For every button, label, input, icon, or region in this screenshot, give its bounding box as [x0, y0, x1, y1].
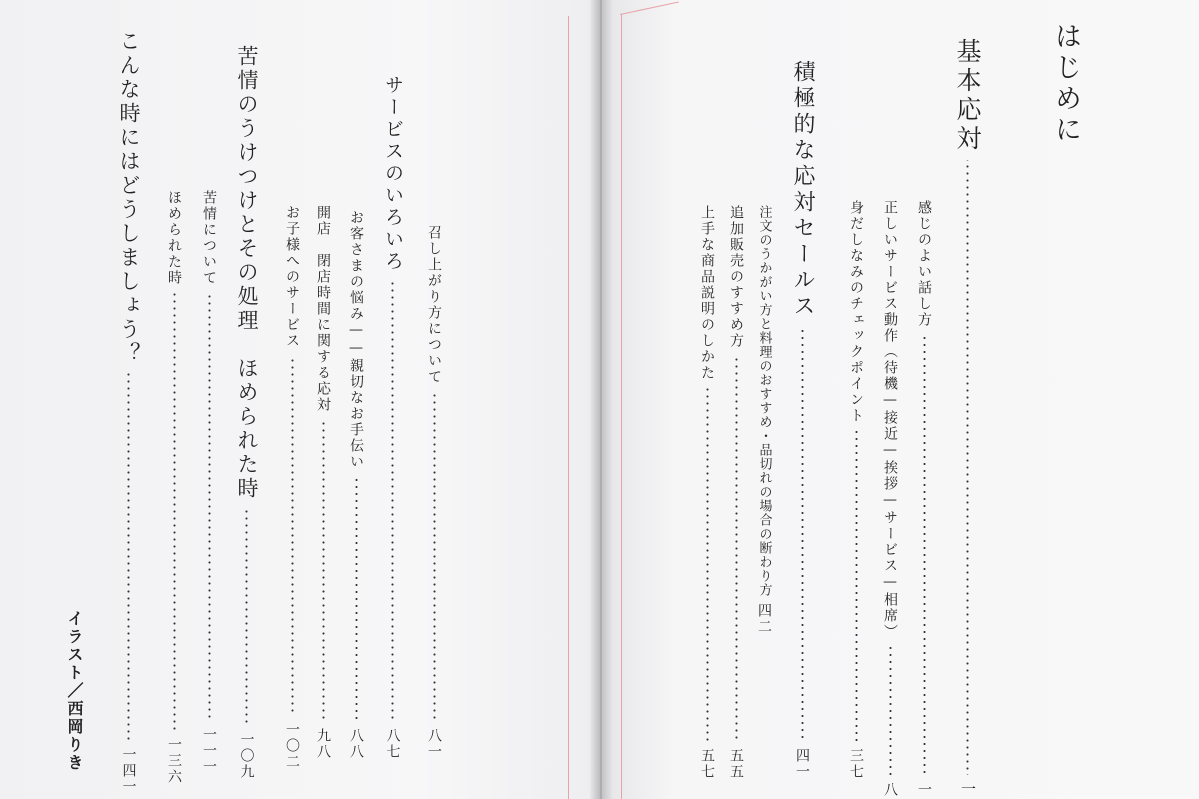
leader-dots: [855, 430, 858, 742]
toc-page-number: 八一: [426, 728, 442, 760]
toc-entry-tsuika: [729, 205, 743, 780]
toc-entry-title: 開店 閉店時間に関する応対: [315, 205, 331, 413]
toc-hajimeni-label: はじめに: [1050, 22, 1081, 146]
toc-entry-title: お客さまの悩み——親切なお手伝い: [348, 210, 364, 470]
toc-entry-title: 追加販売のすすめ方: [728, 205, 744, 349]
toc-entry-title: 苦情のうけつけとその処理 ほめられた時: [235, 45, 259, 501]
toc-entry-meshiagari: [427, 225, 441, 760]
toc-page-number: 四二: [756, 603, 772, 635]
toc-page-number: 一四一: [120, 747, 137, 795]
toc-page-number: 八八: [348, 728, 364, 760]
toc-entry-title: お子様へのサービス: [284, 205, 300, 349]
toc-page-number: 一〇九: [238, 732, 255, 780]
leader-dots: [433, 391, 436, 722]
toc-entry-kanji: [917, 200, 931, 798]
toc-page-number: 三七: [848, 748, 864, 780]
toc-entry-okyaku: [349, 210, 363, 760]
toc-entry-service-iroiro: [383, 75, 402, 760]
leader-dots: [173, 292, 176, 731]
toc-page-number: 五五: [728, 748, 744, 780]
leader-dots: [735, 355, 738, 742]
toc-entry-kaiten: [316, 205, 330, 760]
toc-entry-title: ほめられた時: [166, 190, 182, 286]
toc-entry-title: こんな時にはどうしましょう？: [117, 30, 141, 366]
toc-hajimeni: [1050, 22, 1081, 146]
margin-rule-right: [621, 14, 622, 799]
toc-entry-kujo: [202, 190, 216, 775]
toc-page-number: 八: [882, 782, 898, 798]
left-page: [0, 0, 598, 799]
toc-page-number: 一三六: [166, 737, 182, 785]
toc-entry-title: 苦情について: [201, 190, 217, 286]
toc-entry-title: 召し上がり方について: [426, 225, 442, 385]
toc-page-number: 一: [916, 782, 932, 798]
toc-entry-title: サービスのいろいろ: [382, 75, 404, 273]
leader-dots: [889, 646, 892, 776]
toc-entry-okosama: [285, 205, 299, 770]
toc-entry-title: 注文のうかがい方と料理のおすすめ・品切れの場合の断わり方: [756, 205, 772, 597]
toc-entry-jouzu: [700, 205, 714, 780]
toc-entry-tadashii: [883, 200, 897, 798]
leader-dots: [127, 372, 130, 741]
leader-dots: [391, 279, 394, 722]
right-page: [604, 0, 1199, 799]
leader-dots: [291, 355, 294, 716]
leader-dots: [208, 292, 211, 721]
toc-page-number: 一〇二: [284, 722, 300, 770]
toc-entry-title: 身だしなみのチェックポイント: [848, 200, 864, 424]
margin-rule-left: [568, 16, 569, 799]
toc-entry-sekkyoku: [791, 60, 813, 780]
toc-entry-title: 積極的な応対セールス: [790, 60, 815, 320]
toc-entry-kihon: [955, 38, 980, 798]
toc-entry-homerareta: [167, 190, 181, 785]
toc-entry-midashinami: [849, 200, 863, 780]
leader-dots: [355, 476, 358, 722]
toc-page-number: 四一: [794, 748, 810, 780]
toc-page-number: 九八: [315, 728, 331, 760]
book-gutter: [590, 0, 612, 799]
illustration-credit-text: イラスト／西岡りき: [65, 610, 84, 772]
toc-entry-konna: [118, 30, 139, 795]
leader-dots: [322, 419, 325, 722]
toc-page-number: 五七: [699, 748, 715, 780]
leader-dots: [966, 160, 969, 775]
toc-entry-chumon: [757, 205, 771, 780]
toc-entry-title: 上手な商品説明のしかた: [699, 205, 715, 381]
toc-page-number: 一: [959, 781, 977, 798]
leader-dots: [923, 334, 926, 776]
leader-dots: [245, 507, 248, 726]
toc-entry-title: 正しいサービス動作（待機—接近—挨拶—サービス—相席）: [882, 200, 898, 640]
toc-entry-title: 感じのよい話し方: [916, 200, 932, 328]
toc-entry-kujo-shori: [236, 45, 257, 780]
toc-page-number: 一一一: [201, 727, 217, 775]
toc-entry-title: 基本応対: [953, 38, 982, 154]
leader-dots: [706, 387, 709, 742]
toc-page-number: 八七: [384, 728, 401, 760]
illustration-credit: [66, 610, 82, 795]
leader-dots: [801, 326, 804, 742]
